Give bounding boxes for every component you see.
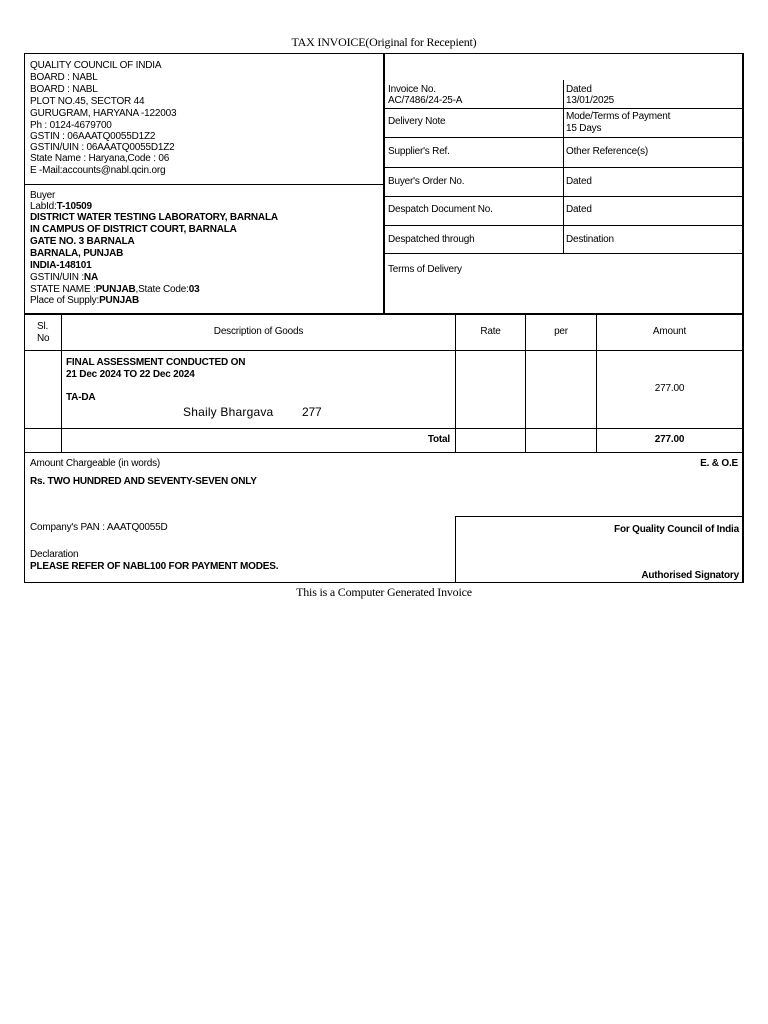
total-label: Total <box>427 434 450 445</box>
col-header-description: Description of Goods <box>213 326 304 337</box>
buyer-name-line-4: BARNALA, PUNJAB <box>30 248 124 259</box>
item-desc-line-3: TA-DA <box>66 392 96 403</box>
seller-line-4: PLOT NO.45, SECTOR 44 <box>30 96 145 107</box>
buyer-name-line-5: INDIA-148101 <box>30 260 92 271</box>
authorised-signatory: Authorised Signatory <box>641 570 739 581</box>
delivery-note-label: Delivery Note <box>388 116 446 127</box>
sign-box-left <box>455 516 456 583</box>
handwritten-name: Shaily Bhargava <box>183 405 274 419</box>
seller-line-5: GURUGRAM, HARYANA -122003 <box>30 108 177 119</box>
terms-of-delivery-label: Terms of Delivery <box>388 264 462 275</box>
invoice-no-label: Invoice No. <box>388 84 436 95</box>
despatched-through-label: Despatched through <box>388 234 475 245</box>
meta-row-line-2 <box>384 137 742 138</box>
mode-terms-value: 15 Days <box>566 123 602 134</box>
table-total-top-rule <box>24 428 743 429</box>
col-header-rate: Rate <box>480 326 501 337</box>
suppliers-ref-label: Supplier's Ref. <box>388 146 450 157</box>
eoe-label: E. & O.E <box>700 458 738 469</box>
seller-line-8: GSTIN/UIN : 06AAATQ0055D1Z2 <box>30 142 175 153</box>
despatch-dated-label: Dated <box>566 204 592 215</box>
dated-value: 13/01/2025 <box>566 95 615 106</box>
seller-line-7: GSTIN : 06AAATQ0055D1Z2 <box>30 131 156 142</box>
table-header-rule <box>24 350 743 351</box>
frame-right <box>742 53 744 583</box>
col-header-sl: Sl. <box>37 321 49 332</box>
amount-in-words: Rs. TWO HUNDRED AND SEVENTY-SEVEN ONLY <box>30 476 257 487</box>
computer-generated-note: This is a Computer Generated Invoice <box>296 585 472 599</box>
other-reference-label: Other Reference(s) <box>566 146 648 157</box>
invoice-title: TAX INVOICE(Original for Recepient) <box>291 35 477 49</box>
despatch-doc-label: Despatch Document No. <box>388 204 493 215</box>
invoice-no-value: AC/7486/24-25-A <box>388 95 463 106</box>
mode-terms-label: Mode/Terms of Payment <box>566 111 671 122</box>
amount-in-words-label: Amount Chargeable (in words) <box>30 458 161 469</box>
meta-row-line-3 <box>384 167 742 168</box>
dated-label: Dated <box>566 84 592 95</box>
buyer-place-of-supply: Place of Supply:PUNJAB <box>30 295 139 306</box>
item-amount: 277.00 <box>654 383 685 394</box>
item-desc-line-1: FINAL ASSESSMENT CONDUCTED ON <box>66 357 246 368</box>
col-header-no: No <box>37 333 50 344</box>
destination-label: Destination <box>566 234 614 245</box>
sign-box-top <box>455 516 743 517</box>
buyer-labid: LabId:T-10509 <box>30 201 92 212</box>
frame-bottom <box>24 582 743 583</box>
buyer-name-line-3: GATE NO. 3 BARNALA <box>30 236 135 247</box>
item-desc-line-2: 21 Dec 2024 TO 22 Dec 2024 <box>66 369 195 380</box>
meta-row-line-4 <box>384 196 742 197</box>
handwritten-amount: 277 <box>302 405 322 419</box>
col-header-per: per <box>554 326 568 337</box>
buyer-label: Buyer <box>30 190 56 201</box>
seller-line-1: QUALITY COUNCIL OF INDIA <box>30 60 162 71</box>
frame-left <box>24 53 25 583</box>
meta-row-line-1 <box>384 108 742 109</box>
buyer-name-line-2: IN CAMPUS OF DISTRICT COURT, BARNALA <box>30 224 237 235</box>
company-pan: Company's PAN : AAATQ0055D <box>30 522 168 533</box>
buyers-order-dated-label: Dated <box>566 176 592 187</box>
table-total-bottom-rule <box>24 452 743 453</box>
seller-line-9: State Name : Haryana,Code : 06 <box>30 153 170 164</box>
meta-row-line-6 <box>384 253 742 254</box>
meta-row-line-5 <box>384 225 742 226</box>
seller-line-3: BOARD : NABL <box>30 84 98 95</box>
declaration-text: PLEASE REFER OF NABL100 FOR PAYMENT MODES. <box>30 561 279 572</box>
buyer-gstin: GSTIN/UIN :NA <box>30 272 98 283</box>
total-amount: 277.00 <box>654 434 685 445</box>
declaration-label: Declaration <box>30 549 79 560</box>
for-company-label: For Quality Council of India <box>614 524 739 535</box>
seller-line-2: BOARD : NABL <box>30 72 98 83</box>
buyer-state: STATE NAME :PUNJAB,State Code:03 <box>30 284 200 295</box>
seller-buyer-divider <box>24 184 384 185</box>
seller-line-6: Ph : 0124-4679700 <box>30 120 112 131</box>
buyers-order-label: Buyer's Order No. <box>388 176 465 187</box>
col-header-amount: Amount <box>652 326 687 337</box>
buyer-name-line-1: DISTRICT WATER TESTING LABORATORY, BARNALA <box>30 212 278 223</box>
seller-line-10: E -Mail:accounts@nabl.qcin.org <box>30 165 166 176</box>
